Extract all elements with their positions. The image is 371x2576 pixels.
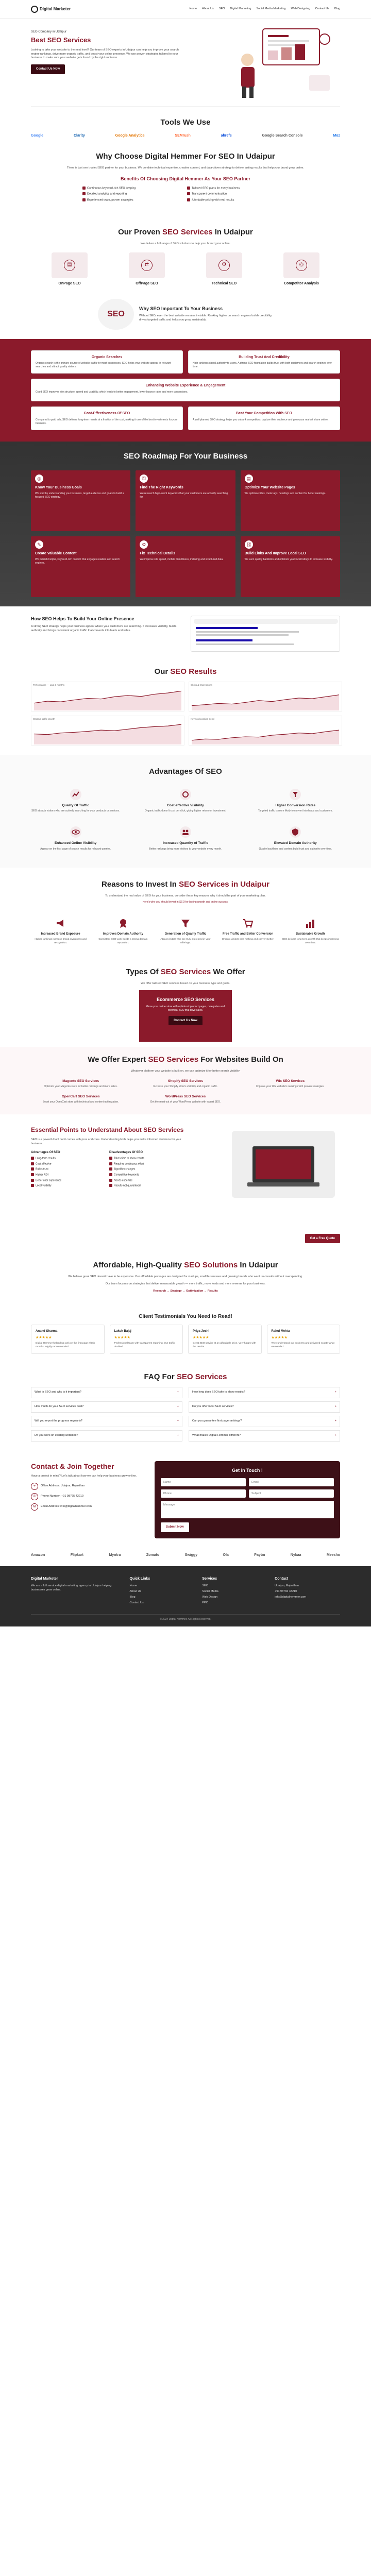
nav-about[interactable]: About Us	[202, 7, 214, 10]
service-technical[interactable]: ⚙ Technical SEO	[196, 252, 252, 286]
platform-wix[interactable]: Wix SEO Services Improve your Wix website's rankings with proven strategies.	[256, 1079, 325, 1089]
afford-paragraph: We believe great SEO doesn't have to be expensive. Our affordable packages are designed for startups, small businesses and growing brands who want real results without overspending.	[68, 1275, 303, 1278]
plus-icon: +	[334, 1404, 336, 1408]
client-logo: Ola	[223, 1553, 229, 1557]
tool-google-analytics: Google Analytics	[115, 133, 145, 138]
star-rating-icon: ★★★★★	[193, 1336, 209, 1340]
nav-seo[interactable]: SEO	[218, 7, 225, 10]
service-onpage[interactable]: ▤ OnPage SEO	[41, 252, 98, 286]
tool-google: Google	[31, 133, 44, 138]
results-section	[0, 661, 371, 755]
award-icon	[117, 918, 129, 929]
megaphone-icon	[55, 918, 66, 929]
important-description: Without SEO, even the best website remains invisible. Ranking higher on search engines builds credibility, drives targeted traffic and helps you grow sustainably.	[139, 314, 273, 322]
benefit-item: Detailed analytics and reporting	[82, 192, 184, 196]
result-chart: Keyword position trend	[189, 716, 342, 745]
tools-title: Tools We Use	[160, 118, 211, 127]
roadmap-step: ✎ Create Valuable Content We publish helpful, keyword-rich content that engages readers and search engines.	[31, 536, 130, 597]
contact-title: Contact & Join Together	[31, 1462, 114, 1470]
how-seo-helps-section	[0, 606, 371, 661]
logo-mark-icon	[31, 6, 38, 13]
conversion-icon	[289, 788, 302, 801]
advantage-item: Enhanced Online Visibility Appear on the first page of search results for relevant queries.	[31, 822, 120, 856]
reason-item: Improves Domain Authority Consistent SEO work builds a strong domain reputation.	[93, 910, 153, 945]
phone-input[interactable]	[161, 1489, 246, 1498]
client-logo: Swiggy	[184, 1553, 198, 1557]
testimonial-card: Rahul Mehta ★★★★★ They understood our business and delivered exactly what we needed.	[267, 1325, 341, 1354]
testimonial-card: Anand Sharma ★★★★★ Digital Hemmer helped us rank on the first page within months. Highly recommended.	[31, 1325, 105, 1354]
competitor-icon: ◎	[283, 252, 319, 278]
contact-form: Get in Touch ! Name Email Phone Subject Message Submit Now	[155, 1461, 340, 1538]
copyright: © 2024 Digital Hemmer. All Rights Reserved.	[31, 1614, 340, 1621]
hero-title: Best SEO Services	[31, 36, 91, 44]
platform-shopify[interactable]: Shopify SEO Services Increase your Shopify store's visibility and organic traffic.	[153, 1079, 218, 1089]
link-icon: ⛓	[245, 540, 253, 549]
platform-magento[interactable]: Magento SEO Services Optimize your Magento store for better rankings and more sales.	[44, 1079, 118, 1089]
benefit-item: Continuous keyword-rich SEO keeping	[82, 187, 184, 191]
hero-description: Looking to take your website to the next level? Our team of SEO experts in Udaipur can help you improve your search engine rankings, drive more organic traffic, and boost your online presence. We use proven strategies tailored to your business to make sure your website gets found by the right audience.	[31, 48, 179, 60]
gear-icon: ⚙	[140, 540, 148, 549]
contact-phone[interactable]: ☏ Phone Number: +91 98765 43210	[31, 1493, 144, 1500]
reasons-section	[0, 868, 371, 957]
advantages-section	[0, 755, 371, 868]
testimonial-card: Laksh Bajaj ★★★★★ Professional team with transparent reporting. Our traffic doubled.	[110, 1325, 183, 1354]
advantage-item: Elevated Domain Authority Quality backlinks and content build trust and authority over time.	[251, 822, 340, 856]
services-subtitle: We deliver a full range of SEO solutions to help your brand grow online.	[140, 242, 231, 245]
advantage-item: Quality Of Traffic SEO attracts visitors who are actively searching for your products or services.	[31, 785, 120, 819]
why-title: Why Choose Digital Hemmer For SEO In Udaipur	[96, 151, 275, 161]
why-choose-section	[31, 146, 340, 214]
check-icon	[82, 187, 86, 190]
reason-item: Generation of Quality Traffic Attract visitors who are truly interested in your offerings.	[156, 910, 215, 945]
afford-paragraph: Our team focuses on strategies that deliver measurable growth — more traffic, more leads and more revenue for your business.	[105, 1282, 266, 1285]
nav-home[interactable]: Home	[189, 7, 197, 10]
email-input[interactable]	[249, 1478, 334, 1486]
tool-search-console: Google Search Console	[262, 133, 303, 138]
advantages-list: Advantages Of SEO Long-term results Cost-effective Builds trust Higher ROI Better user experience Local visibility	[31, 1150, 62, 1188]
contact-description: Have a project in mind? Let's talk about how we can help your business grow online.	[31, 1475, 137, 1478]
result-chart: Clicks & Impressions	[189, 682, 342, 711]
afford-flow: Research → Strategy → Optimization → Results	[153, 1289, 218, 1293]
location-icon: ⌖	[31, 1483, 38, 1490]
how-title: How SEO Helps To Build Your Online Presence	[31, 616, 134, 622]
benefit-card-trust: Building Trust And Credibility High rankings signal authority to users. A strong SEO foundation builds trust with both customers and search engines over time.	[188, 350, 340, 374]
faq-item[interactable]: What is SEO and why is it important? +	[31, 1387, 182, 1398]
reason-item: Increased Brand Exposure Higher rankings increase brand awareness and recognition.	[31, 910, 90, 945]
nav-blog[interactable]: Blog	[334, 7, 340, 10]
roadmap-section	[0, 442, 371, 606]
types-subtitle: We offer tailored SEO services based on your business type and goals.	[141, 982, 230, 986]
funnel-icon	[180, 918, 191, 929]
contact-address: ⌖ Office Address: Udaipur, Rajasthan	[31, 1483, 144, 1490]
roadmap-step: ⛓ Build Links And Improve Local SEO We earn quality backlinks and optimize your local listings to increase visibility.	[241, 536, 340, 597]
users-icon	[179, 825, 192, 839]
faq-item[interactable]: Will you report the progress regularly? +	[31, 1416, 182, 1427]
results-title: Our SEO Results	[154, 667, 217, 676]
roadmap-step: ⚿ Find The Right Keywords We research high-intent keywords that your customers are actually searching for.	[136, 470, 235, 531]
site-header	[0, 0, 371, 19]
benefit-card-cost: Cost-Effectiveness Of SEO Compared to paid ads, SEO delivers long-term results at a fraction of the cost, making it one of the best investments for your business.	[31, 406, 183, 430]
reasons-subtitle: To understand the real value of SEO for your business, consider these key reasons why it should be part of your marketing plan.	[105, 894, 266, 897]
client-logos	[0, 1549, 371, 1566]
benefit-card-experience: Enhancing Website Experience & Engagement Good SEO improves site structure, speed and usability, which leads to better engagement, lower bounce rates and more conversions.	[31, 379, 340, 401]
plus-icon: +	[177, 1419, 179, 1422]
footer-link[interactable]: Blog	[129, 1595, 136, 1599]
brand-logo[interactable]	[31, 6, 71, 13]
nav-contact[interactable]: Contact Us	[315, 7, 329, 10]
platform-opencart[interactable]: OpenCart SEO Services Boost your OpenCart store with technical and content optimization.	[42, 1094, 119, 1104]
faq-item[interactable]: How much do your SEO services cost? +	[31, 1401, 182, 1413]
hero-cta-button[interactable]: Contact Us Now	[31, 64, 65, 74]
submit-button[interactable]: Submit Now	[161, 1522, 189, 1532]
check-icon	[187, 192, 190, 195]
why-intro: There is just one trusted SEO partner for your business. We combine technical expertise, creative content, and data-driven strategy to deliver lasting results that help your brand grow online.	[67, 166, 304, 170]
essential-title: Essential Points to Understand About SEO Services	[31, 1126, 184, 1134]
plus-icon: +	[177, 1433, 179, 1437]
plus-icon: +	[334, 1419, 336, 1422]
types-section	[0, 956, 371, 1047]
essential-points-section	[0, 1114, 371, 1248]
check-icon	[187, 187, 190, 190]
offpage-icon: ⇄	[129, 252, 165, 278]
coin-icon	[179, 788, 192, 801]
main-nav	[190, 7, 341, 11]
shield-icon	[289, 825, 302, 839]
afford-title: Affordable, High-Quality SEO Solutions In Udaipur	[93, 1261, 278, 1270]
types-title: Types Of SEO Services We Offer	[126, 968, 245, 977]
services-title: Our Proven SEO Services In Udaipur	[118, 227, 253, 236]
benefit-item: Affordable pricing with real results	[187, 198, 289, 202]
plus-icon: +	[177, 1404, 179, 1408]
tool-semrush: SEMrush	[175, 133, 191, 138]
hero-illustration-icon	[227, 24, 340, 101]
contact-section	[0, 1451, 371, 1549]
mail-icon: ✉	[31, 1503, 38, 1511]
footer-link[interactable]: Social Media	[202, 1589, 218, 1593]
faq-section	[0, 1362, 371, 1451]
client-logo: Flipkart	[70, 1553, 83, 1557]
star-rating-icon: ★★★★★	[271, 1336, 288, 1340]
hero-section	[0, 19, 371, 106]
testimonials-title: Client Testimonials You Need to Read!	[139, 1313, 232, 1319]
footer-link[interactable]: About Us	[129, 1589, 142, 1593]
subject-input[interactable]	[249, 1489, 334, 1498]
check-icon	[187, 198, 190, 201]
platform-wordpress[interactable]: WordPress SEO Services Get the most out of your WordPress website with expert SEO.	[150, 1094, 221, 1104]
benefits-title: Benefits Of Choosing Digital Hemmer As Your SEO Partner	[121, 176, 250, 181]
traffic-icon	[69, 788, 82, 801]
growth-icon	[305, 918, 316, 929]
key-icon: ⚿	[140, 474, 148, 483]
client-logo: Zomato	[146, 1553, 160, 1557]
hero-pretitle: SEO Company in Udaipur	[31, 30, 67, 33]
contact-email[interactable]: ✉ Email Address: info@digitalhemmer.com	[31, 1503, 144, 1511]
platforms-title: We Offer Expert SEO Services For Websites Build On	[88, 1055, 283, 1064]
faq-item[interactable]: Can you guarantee first page rankings? +	[189, 1416, 340, 1427]
roadmap-step: ⚙ Fix Technical Details We improve site speed, mobile friendliness, indexing and structured data.	[136, 536, 235, 597]
service-offpage[interactable]: ⇄ OffPage SEO	[119, 252, 175, 286]
ecommerce-seo-card: Ecommerce SEO Services Grow your online store with optimized product pages, categories and technical SEO that drive sales. Contact Us Now	[139, 990, 232, 1042]
faq-item[interactable]: Do you work on existing websites? +	[31, 1430, 182, 1442]
plus-icon: +	[334, 1433, 336, 1437]
services-section	[31, 214, 340, 296]
platforms-section	[0, 1047, 371, 1114]
nav-smm[interactable]: Social Media Marketing	[256, 7, 286, 10]
nav-web-design[interactable]: Web Designing	[291, 7, 310, 10]
plus-icon: +	[334, 1390, 336, 1394]
plus-icon: +	[177, 1390, 179, 1394]
client-logo: Nykaa	[290, 1553, 301, 1557]
advantage-item: Cost-effective Visibility Organic traffic doesn't cost per click, giving higher return on investment.	[141, 785, 230, 819]
advantage-item: Higher Conversion Rates Targeted traffic is more likely to convert into leads and customers.	[251, 785, 340, 819]
tool-ahrefs: ahrefs	[221, 133, 232, 138]
reason-item: Free Traffic and Better Conversion Organic visitors cost nothing and convert better.	[218, 910, 278, 945]
benefit-item: Tailored SEO plans for every business	[187, 187, 289, 191]
faq-item[interactable]: How long does SEO take to show results? +	[189, 1387, 340, 1398]
roadmap-step: ▤ Optimize Your Website Pages We optimize titles, meta tags, headings and content for better rankings.	[241, 470, 340, 531]
site-footer: Digital Marketer We are a full service digital marketing agency in Udaipur helping businesses grow online. Quick Links Home About Us Blog Contact Us Services SEO Social Media Web Design PPC Contact Udaipur, Rajasthan +91 98765 43210 info@digitalhemmer.com © 2024 Digital Hemmer. All Rights Reserved.	[0, 1566, 371, 1626]
tool-moz: Moz	[333, 133, 340, 138]
pen-icon: ✎	[35, 540, 43, 549]
footer-link[interactable]: SEO	[202, 1584, 208, 1587]
reason-item: Sustainable Growth SEO delivers long-term growth that keeps improving over time.	[281, 910, 340, 945]
faq-item[interactable]: Do you offer local SEO services? +	[189, 1401, 340, 1413]
page-icon: ▤	[245, 474, 253, 483]
roadmap-step: ◎ Know Your Business Goals We start by understanding your business, target audience and goals to build a focused SEO strategy.	[31, 470, 130, 531]
brand-name: Digital Marketer	[40, 6, 71, 11]
footer-brand: Digital Marketer	[31, 1577, 58, 1581]
check-icon	[82, 198, 86, 201]
faq-item[interactable]: What makes Digital Hemmer different? +	[189, 1430, 340, 1442]
benefit-item: Experienced team, proven strategies	[82, 198, 184, 202]
target-icon: ◎	[35, 474, 43, 483]
result-chart: Performance — Last 3 months	[31, 682, 184, 711]
testimonials-section	[0, 1305, 371, 1362]
star-rating-icon: ★★★★★	[36, 1336, 52, 1340]
affordable-section	[0, 1248, 371, 1305]
benefit-card-organic: Organic Searches Organic search is the primary source of website traffic for most businesses. SEO helps your website appear in relevant searches and attract quality visitors.	[31, 350, 183, 374]
important-title: Why SEO Important To Your Business	[139, 306, 223, 312]
phone-icon: ☏	[31, 1493, 38, 1500]
nav-digital-marketing[interactable]: Digital Marketing	[230, 7, 251, 10]
faq-title: FAQ For SEO Services	[144, 1372, 227, 1382]
seo-important-section	[31, 296, 340, 339]
seo-benefits-band	[0, 339, 371, 442]
tools-section	[31, 106, 340, 146]
client-logo: Paytm	[254, 1553, 265, 1557]
disadvantages-list: Disadvantages Of SEO Takes time to show results Requires continuous effort Algorithm changes Competitive keywords Needs expertise Results not guaranteed	[109, 1150, 144, 1188]
eye-icon	[69, 825, 82, 839]
tool-clarity: Clarity	[73, 133, 85, 138]
reasons-note: Here's why you should invest in SEO for lasting growth and online success.	[142, 900, 229, 904]
check-icon	[82, 192, 86, 195]
advantage-item: Increased Quantity of Traffic Better rankings bring more visitors to your website every month.	[141, 822, 230, 856]
types-contact-button[interactable]: Contact Us Now	[168, 1016, 203, 1026]
client-logo: Amazon	[31, 1553, 45, 1557]
footer-link[interactable]: Contact Us	[129, 1601, 144, 1604]
onpage-icon: ▤	[52, 252, 88, 278]
testimonial-card: Priya Joshi ★★★★★ Great SEO service at an affordable price. Very happy with the results.	[188, 1325, 262, 1354]
client-logo: Meesho	[326, 1553, 340, 1557]
search-result-mockup	[191, 616, 340, 652]
essential-cta-button[interactable]: Get a Free Quote	[305, 1234, 340, 1244]
advantages-title: Advantages Of SEO	[149, 767, 222, 776]
star-rating-icon: ★★★★★	[114, 1336, 130, 1340]
roadmap-title: SEO Roadmap For Your Business	[123, 452, 248, 461]
benefit-card-competition: Beat Your Competition With SEO A well planned SEO strategy helps you outrank competitors, capture their audience and grow your market share online.	[188, 406, 340, 430]
how-description: A strong SEO strategy helps your business appear where your customers are searching. It increases visibility, builds authority and brings consistent organic traffic that converts into leads and sales.	[31, 625, 177, 633]
seo-logo-icon: SEO	[98, 299, 134, 330]
footer-link[interactable]: Web Design	[202, 1595, 218, 1599]
essential-intro: SEO is a powerful tool but it comes with pros and cons. Understanding both helps you make informed decisions for your business.	[31, 1138, 181, 1145]
result-chart: Organic traffic growth	[31, 716, 184, 745]
reasons-title: Reasons to Invest In SEO Services in Udaipur	[102, 879, 269, 889]
footer-link[interactable]: Home	[129, 1584, 138, 1587]
laptop-illustration-icon	[227, 1126, 340, 1203]
benefit-item: Transparent communication	[187, 192, 289, 196]
name-input[interactable]	[161, 1478, 246, 1486]
cart-icon	[242, 918, 254, 929]
tools-logo-row	[31, 133, 340, 139]
service-competitor[interactable]: ◎ Competitor Analysis	[273, 252, 330, 286]
footer-link[interactable]: PPC	[202, 1601, 208, 1604]
platforms-subtitle: Whatever platform your website is built on, we can optimize it for better search visibility.	[130, 1069, 241, 1073]
message-input[interactable]	[161, 1501, 334, 1518]
client-logo: Myntra	[109, 1553, 121, 1557]
technical-icon: ⚙	[206, 252, 242, 278]
benefits-list	[82, 187, 289, 204]
